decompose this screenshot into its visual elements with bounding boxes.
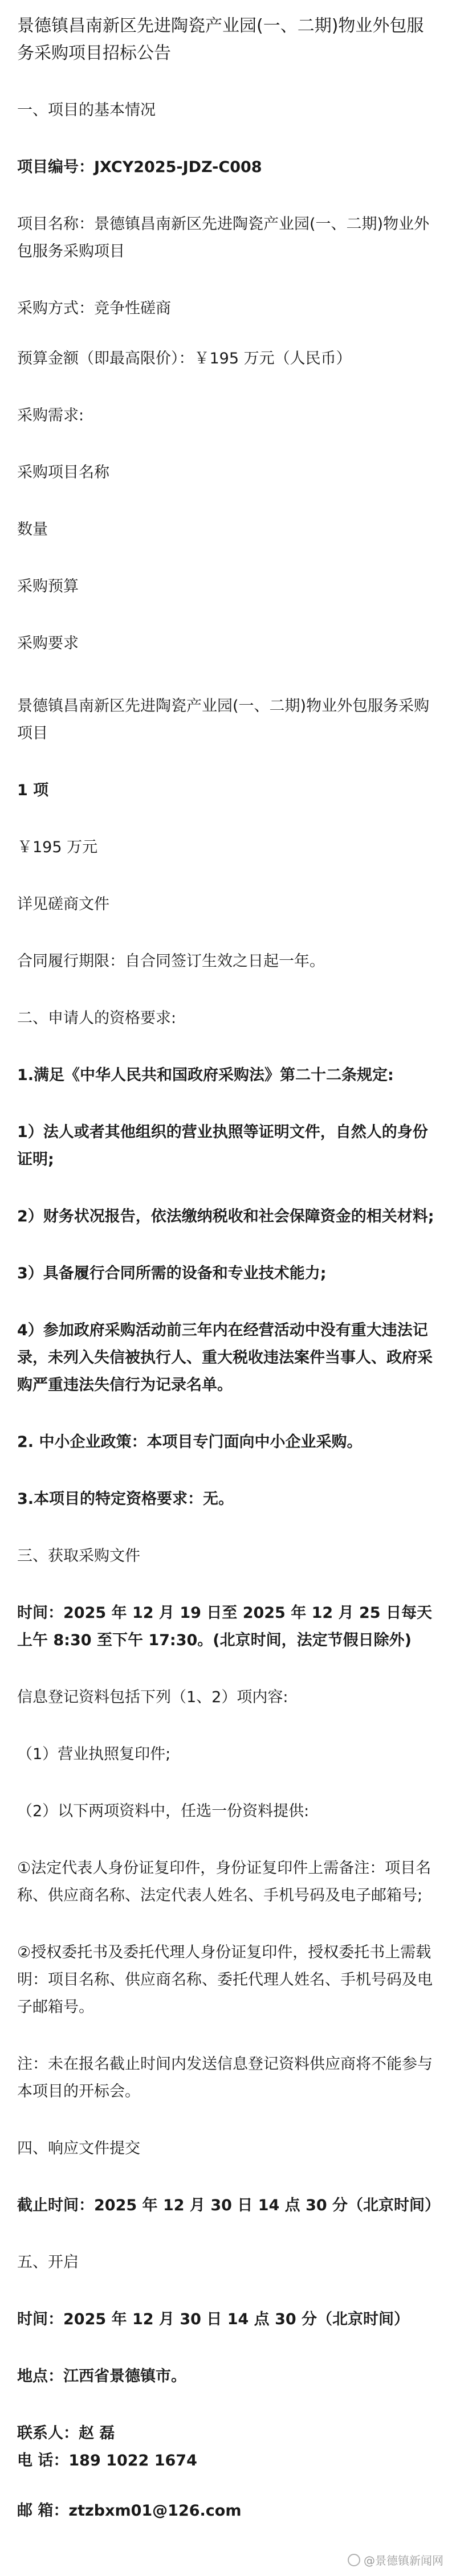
qualification-item-1: 1.满足《中华人民共和国政府采购法》第二十二条规定: [17, 1066, 394, 1084]
row-project-name: 景德镇昌南新区先进陶瓷产业园(一、二期)物业外包服务采购项目 [17, 697, 430, 742]
budget-amount: 预算金额（即最高限价）：￥195 万元（人民币） [17, 350, 352, 367]
watermark [348, 2552, 443, 2568]
opening-place: 地点：江西省景德镇市。 [17, 2368, 186, 2385]
qualification-sub-1: 1）法人或者其他组织的营业执照等证明文件，自然人的身份证明; [17, 1123, 428, 1168]
qualification-sub-4: 4）参加政府采购活动前三年内在经营活动中没有重大违法记录，未列入失信被执行人、重大税收违法案件当事人、政府采购严重违法失信行为记录名单。 [17, 1322, 433, 1394]
info-intro: 信息登记资料包括下列（1、2）项内容: [17, 1688, 288, 1706]
registration-note: 注：未在报名截止时间内发送信息登记资料供应商将不能参与本项目的开标会。 [17, 2055, 433, 2100]
info-item-1: （1）营业执照复印件; [17, 1745, 171, 1763]
qualification-item-3: 3.本项目的特定资格要求：无。 [17, 1490, 234, 1508]
info-option-2: ②授权委托书及委托代理人身份证复印件，授权委托书上需载明：项目名称、供应商名称、委托代理人姓名、手机号码及电子邮箱号。 [17, 1944, 433, 2016]
info-item-2: （2）以下两项资料中，任选一份资料提供: [17, 1802, 310, 1820]
section2-heading: 二、申请人的资格要求: [17, 1009, 177, 1027]
project-name: 项目名称：景德镇昌南新区先进陶瓷产业园(一、二期)物业外包服务采购项目 [17, 215, 430, 260]
section5-heading: 五、开启 [17, 2254, 79, 2271]
procurement-method: 采购方式：竞争性磋商 [17, 300, 171, 317]
acquisition-time: 时间：2025 年 12 月 19 日至 2025 年 12 月 25 日每天上午 8:30 至下午 17:30。(北京时间，法定节假日除外) [17, 1604, 432, 1649]
section4-heading: 四、响应文件提交 [17, 2140, 140, 2157]
col-budget: 采购预算 [17, 578, 79, 595]
row-budget: ￥195 万元 [17, 839, 98, 856]
section3-heading: 三、获取采购文件 [17, 1547, 140, 1565]
row-requirements: 详见磋商文件 [17, 896, 109, 913]
col-project-name: 采购项目名称 [17, 464, 109, 481]
weibo-logo-icon [348, 2554, 360, 2566]
qualification-item-2: 2. 中小企业政策：本项目专门面向中小企业采购。 [17, 1433, 363, 1451]
contract-term: 合同履行期限：自合同签订生效之日起一年。 [17, 952, 325, 970]
watermark-text: @景德镇新闻网 [364, 2554, 443, 2567]
info-option-1: ①法定代表人身份证复印件，身份证复印件上需备注：项目名称、供应商名称、法定代表人姓名、手机号码及电子邮箱号; [17, 1859, 431, 1904]
section1-heading: 一、项目的基本情况 [17, 101, 156, 119]
qualification-sub-2: 2）财务状况报告，依法缴纳税收和社会保障资金的相关材料; [17, 1208, 434, 1225]
col-requirements: 采购要求 [17, 635, 79, 652]
contact-phone: 电 话：189 1022 1674 [17, 2452, 197, 2469]
contact-email: 邮 箱：ztzbxm01@126.com [17, 2502, 242, 2520]
opening-time: 时间：2025 年 12 月 30 日 14 点 30 分（北京时间） [17, 2311, 410, 2328]
document-title: 景德镇昌南新区先进陶瓷产业园(一、二期)物业外包服务采购项目招标公告 [17, 16, 424, 63]
qualification-sub-3: 3）具备履行合同所需的设备和专业技术能力; [17, 1265, 327, 1282]
requirements-label: 采购需求: [17, 407, 84, 424]
row-quantity: 1 项 [17, 782, 49, 799]
project-number: 项目编号：JXCY2025-JDZ-C008 [17, 158, 262, 176]
announcement-document [17, 13, 439, 2525]
col-quantity: 数量 [17, 521, 48, 538]
contact-person: 联系人：赵 磊 [17, 2424, 115, 2442]
submission-deadline: 截止时间：2025 年 12 月 30 日 14 点 30 分（北京时间） [17, 2197, 441, 2214]
